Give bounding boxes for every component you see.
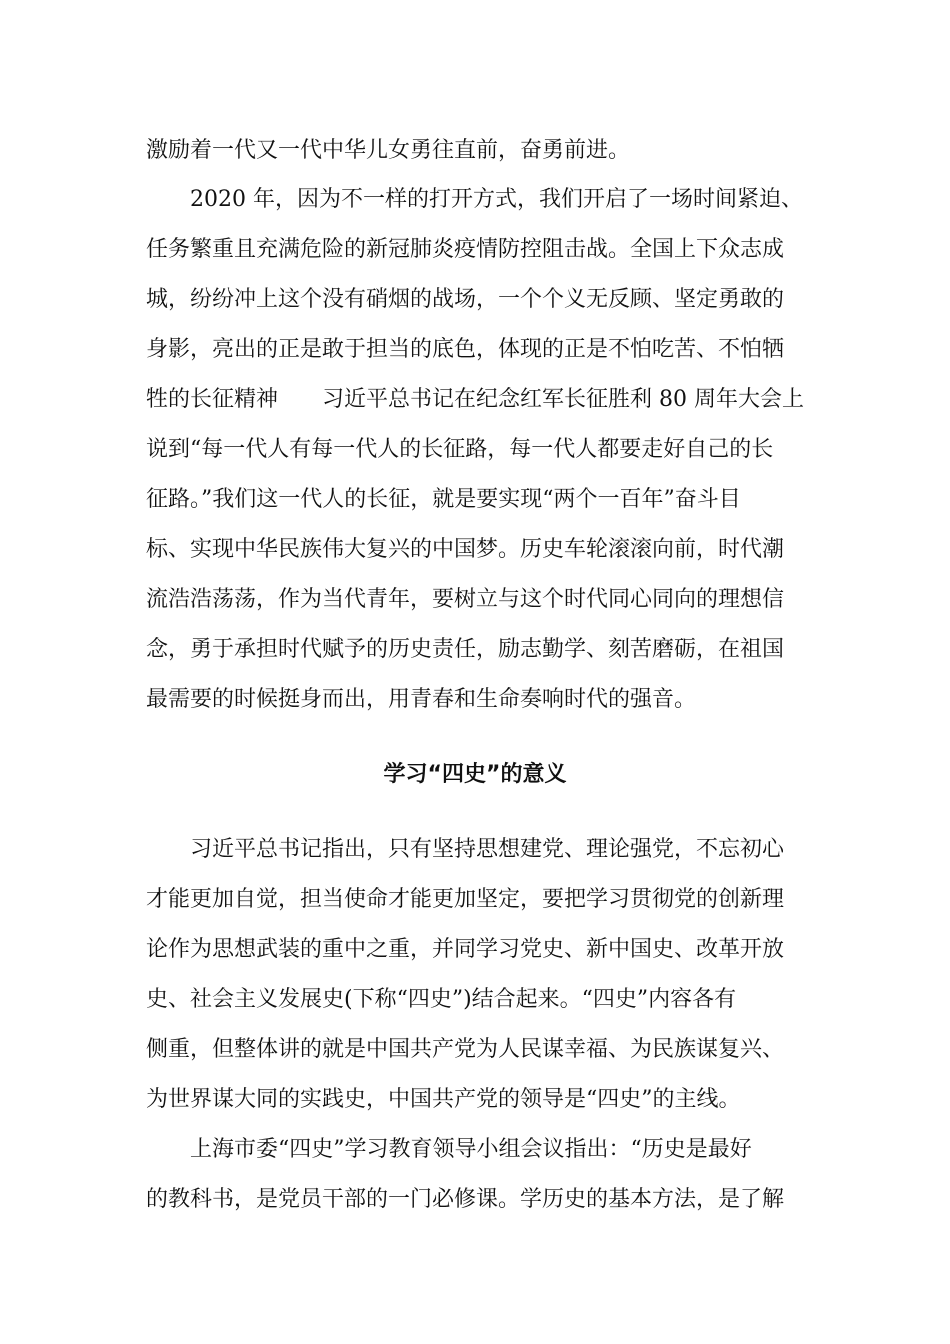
text-line: 习近平总书记指出，只有坚持思想建党、理论强党，不忘初心 bbox=[146, 837, 785, 862]
text-line: 最需要的时候挺身而出，用青春和生命奏响时代的强音。 bbox=[146, 687, 697, 712]
text-line: 标、实现中华民族伟大复兴的中国梦。历史车轮滚滚向前，时代潮 bbox=[146, 537, 785, 562]
text-line: 任务繁重且充满危险的新冠肺炎疫情防控阻击战。全国上下众志成 bbox=[146, 237, 785, 262]
text-line: 城，纷纷冲上这个没有硝烟的战场，一个个义无反顾、坚定勇敢的 bbox=[146, 287, 785, 312]
text-line: 牲的长征精神 习近平总书记在纪念红军长征胜利 80 周年大会上 bbox=[146, 387, 804, 412]
text-line: 2020 年，因为不一样的打开方式，我们开启了一场时间紧迫、 bbox=[146, 187, 803, 212]
text-line: 念，勇于承担时代赋予的历史责任，励志勤学、刻苦磨砺，在祖国 bbox=[146, 637, 785, 662]
text-line: 上海市委“四史”学习教育领导小组会议指出：“历史是最好 bbox=[146, 1137, 752, 1162]
text-line: 流浩浩荡荡，作为当代青年，要树立与这个时代同心同向的理想信 bbox=[146, 587, 785, 612]
text-line: 的教科书，是党员干部的一门必修课。学历史的基本方法，是了解 bbox=[146, 1187, 785, 1212]
text-line: 说到“每一代人有每一代人的长征路，每一代人都要走好自己的长 bbox=[146, 437, 774, 462]
text-line: 征路。”我们这一代人的长征，就是要实现“两个一百年”奋斗目 bbox=[146, 487, 741, 512]
text-line: 论作为思想武装的重中之重，并同学习党史、新中国史、改革开放 bbox=[146, 937, 785, 962]
text-line: 为世界谋大同的实践史，中国共产党的领导是“四史”的主线。 bbox=[146, 1087, 741, 1112]
text-line: 才能更加自觉，担当使命才能更加坚定，要把学习贯彻党的创新理 bbox=[146, 887, 785, 912]
text-line: 激励着一代又一代中华儿女勇往直前，奋勇前进。 bbox=[146, 138, 631, 163]
text-line: 侧重，但整体讲的就是中国共产党为人民谋幸福、为民族谋复兴、 bbox=[146, 1037, 785, 1062]
section-heading: 学习“四史”的意义 bbox=[383, 762, 567, 787]
text-line: 史、社会主义发展史(下称“四史”)结合起来。“四史”内容各有 bbox=[146, 987, 737, 1012]
text-line: 身影，亮出的正是敢于担当的底色，体现的正是不怕吃苦、不怕牺 bbox=[146, 337, 785, 362]
